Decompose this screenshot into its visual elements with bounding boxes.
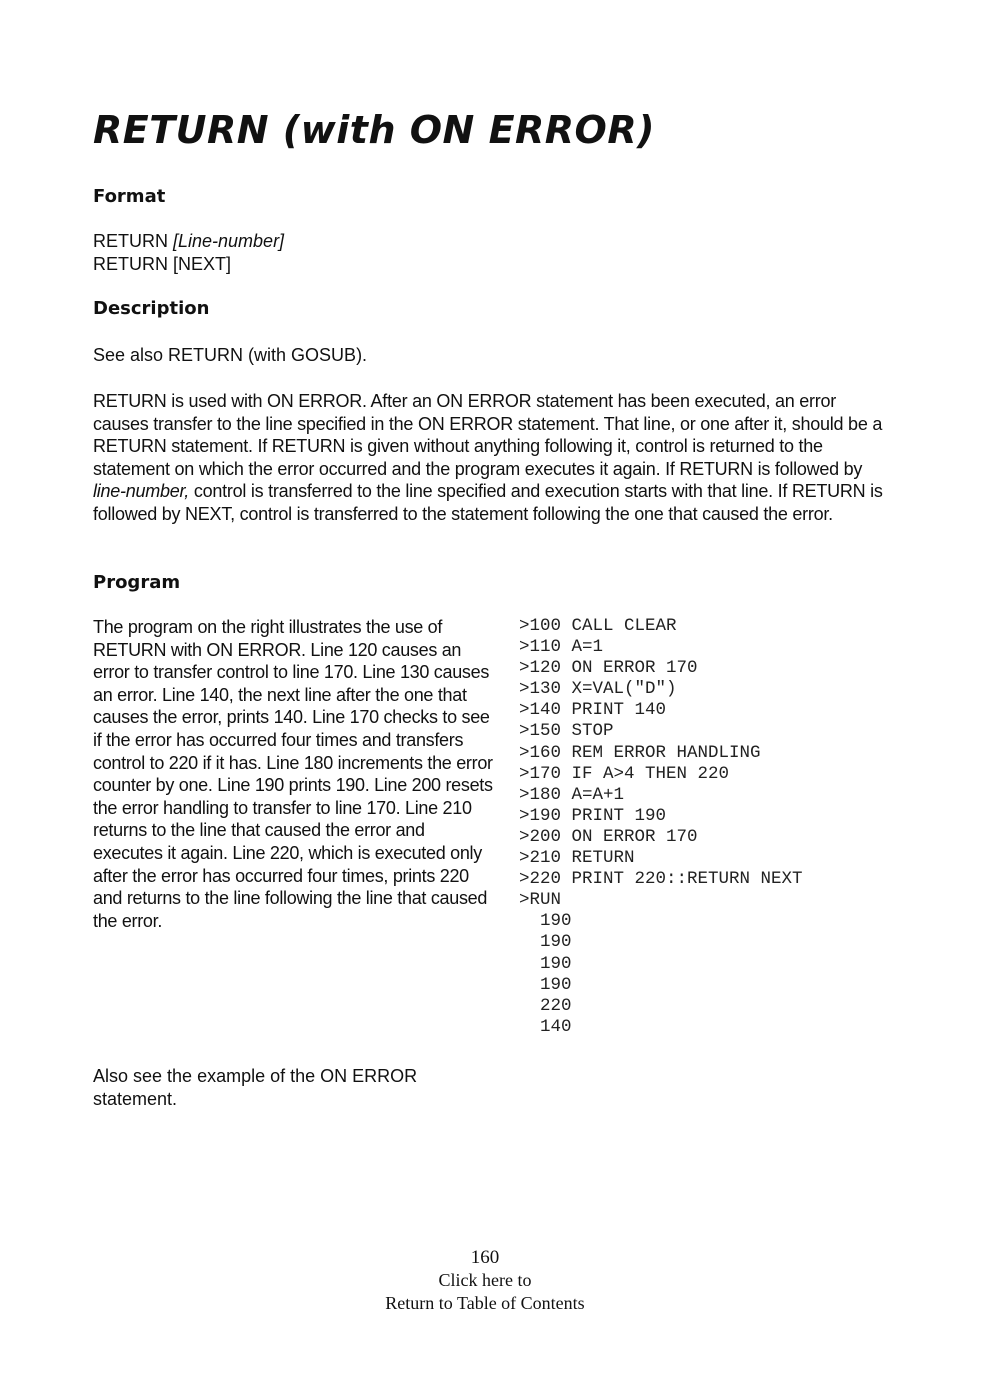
description-italic-term: line-number,	[93, 481, 190, 502]
code-line: >160 REM ERROR HANDLING	[519, 742, 761, 763]
also-see-text: Also see the example of the ON ERROR statement.	[93, 1066, 418, 1109]
code-line: 190	[519, 932, 572, 953]
code-line: 140	[519, 1016, 572, 1037]
page-title: RETURN (with ON ERROR)	[93, 108, 655, 152]
code-line: >RUN	[519, 890, 562, 911]
see-also-text: See also RETURN (with GOSUB).	[93, 345, 368, 365]
description-text-part-1: RETURN is used with ON ERROR. After an ON ERROR statement has been executed, an error causes transfer to the line specified in the ON ERROR statement. That line, or one after it, should be a RETURN statement. If RETURN is given without anything following it, control is returned to the statement on which the error occurred and the program executes it again. If RETURN is followed by	[93, 391, 883, 479]
format-param: [Line-number]	[173, 231, 285, 251]
page-number: 160	[470, 1247, 500, 1268]
code-line: 190	[519, 953, 572, 974]
program-heading: Program	[93, 572, 181, 593]
code-listing	[519, 616, 803, 1038]
program-explanation: The program on the right illustrates the use of RETURN with ON ERROR. Line 120 causes an error to transfer control to line 170. Line 130 causes an error. Line 140, the next line after the one that causes the error, prints 140. Line 170 checks to see if the error has occurred four times and transfers control to 220 if it has. Line 180 increments the error counter by one. Line 190 prints 190. Line 200 resets the error handling to transfer to line 170. Line 210 returns to the line that caused the error and executes it again. Line 220, which is executed only after the error has occurred four times, prints 220 and returns to the line following the line that caused the error.	[93, 617, 493, 931]
code-line: >110 A=1	[519, 637, 604, 658]
format-heading: Format	[93, 186, 166, 207]
code-line: >100 CALL CLEAR	[519, 616, 677, 636]
code-line: >200 ON ERROR 170	[519, 826, 698, 847]
format-syntax-line-2: RETURN [NEXT]	[93, 253, 232, 274]
code-line: >130 X=VAL("D")	[519, 679, 677, 700]
code-line: >210 RETURN	[519, 848, 635, 869]
format-syntax	[93, 230, 284, 275]
code-line: 190	[519, 974, 572, 995]
code-line: >180 A=A+1	[519, 784, 625, 805]
code-line: 190	[519, 911, 572, 932]
code-line: >170 IF A>4 THEN 220	[519, 763, 730, 784]
code-line: 220	[519, 995, 572, 1016]
toc-link-line-1[interactable]: Click here to	[438, 1270, 532, 1290]
code-line: >190 PRINT 190	[519, 805, 667, 826]
description-paragraph	[93, 390, 883, 526]
format-syntax-line-1	[93, 230, 284, 253]
description-text-part-2: control is transferred to the line specified and execution starts with that line. If RETURN is followed by NEXT, control is transferred to the statement following the one that caused the error.	[93, 481, 883, 524]
code-line: >140 PRINT 140	[519, 700, 667, 721]
code-line: >220 PRINT 220::RETURN NEXT	[519, 869, 803, 890]
format-keyword: RETURN	[93, 231, 173, 251]
toc-link-line-2[interactable]: Return to Table of Contents	[385, 1293, 585, 1313]
code-line: >150 STOP	[519, 721, 614, 742]
description-heading: Description	[93, 298, 210, 319]
code-line: >120 ON ERROR 170	[519, 658, 698, 679]
